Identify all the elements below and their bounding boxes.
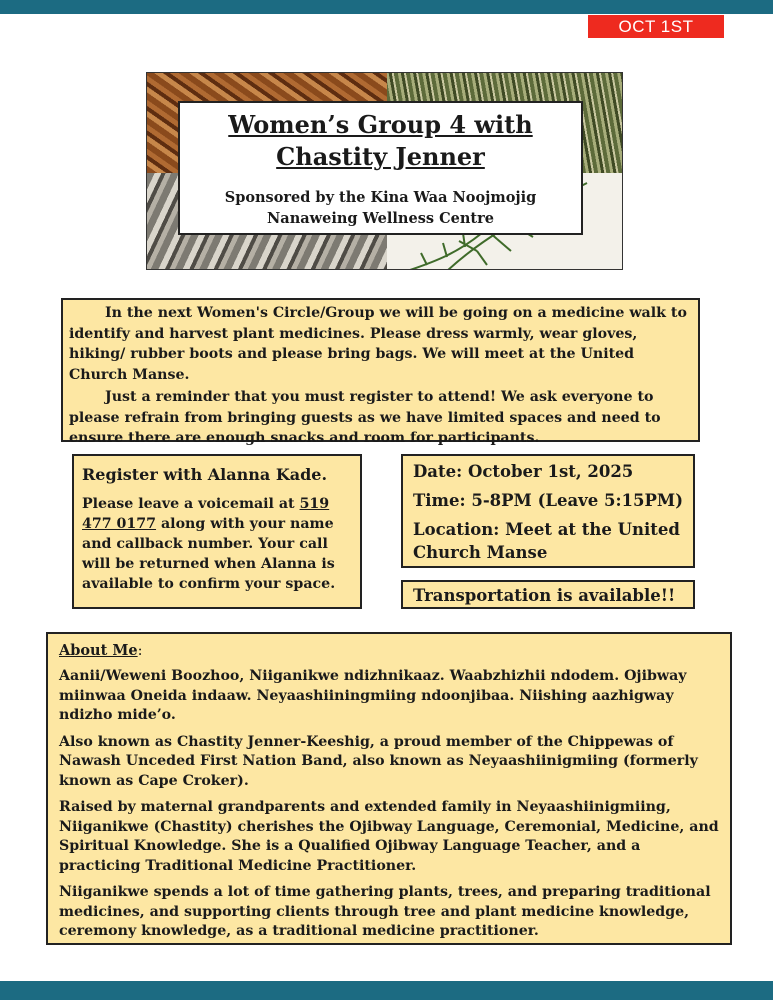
register-text-after: along with your name and callback number. Your call will be returned when Alanna is available to confirm your space. <box>82 516 336 592</box>
register-text <box>82 494 352 594</box>
date-badge: OCT 1ST <box>588 15 724 38</box>
event-details-box <box>401 454 695 568</box>
phone-number-link[interactable]: 519 477 0177 <box>82 496 330 532</box>
title-line-1: Women’s Group 4 with <box>228 110 533 139</box>
intro-box <box>61 298 700 446</box>
transportation-box <box>401 580 695 609</box>
page-title <box>180 109 581 173</box>
register-heading: Register with Alanna Kade. <box>82 465 328 484</box>
register-box <box>72 454 362 609</box>
sponsor-line-1: Sponsored by the Kina Waa Noojmojig <box>224 189 537 206</box>
sponsor-line <box>180 187 581 229</box>
event-date: Date: October 1st, 2025 <box>413 462 634 481</box>
about-paragraph-2: Also known as Chastity Jenner-Keeshig, a proud member of the Chippewas of Nawash Unceded First Nation Band, also known as Neyaashiinigmiing (formerly known as Cape Croker). <box>59 733 698 789</box>
about-heading: About Me <box>59 642 138 659</box>
about-heading-colon: : <box>137 643 143 659</box>
sponsor-line-2: Nanaweing Wellness Centre <box>267 210 494 227</box>
about-me-box <box>46 632 732 945</box>
register-text-before: Please leave a voicemail at <box>82 496 300 512</box>
about-paragraph-1: Aanii/Weweni Boozhoo, Niiganikwe ndizhnikaaz. Waabzhizhii ndodem. Ojibway miinwaa Oneida indaaw. Neyaashiiningmiing ndoonjibaa. Niishing aazhigway ndizho mide’o. <box>59 668 687 723</box>
title-card <box>178 101 583 235</box>
title-line-2: Chastity Jenner <box>276 142 485 171</box>
about-paragraph-4: Niiganikwe spends a lot of time gathering plants, trees, and preparing traditional medicines, and supporting clients through tree and plant medicine knowledge, ceremony knowledge, as a traditional medicine practitioner. <box>59 884 711 939</box>
top-color-bar <box>0 0 773 14</box>
transportation-text: Transportation is available!! <box>413 586 676 605</box>
intro-paragraph-2: Just a reminder that you must register to attend! We ask everyone to please refrain from bringing guests as we have limited spaces and need to ensure there are enough snacks and room for participants. <box>69 389 661 446</box>
about-heading-line <box>59 641 719 661</box>
intro-paragraph-1: In the next Women's Circle/Group we will be going on a medicine walk to identify and harvest plant medicines. Please dress warmly, wear gloves, hiking/ rubber boots and please bring bags. We will meet at the United Church Manse. <box>69 305 687 383</box>
bottom-color-bar <box>0 981 773 1000</box>
event-location: Location: Meet at the United Church Manse <box>413 520 680 562</box>
about-paragraph-3: Raised by maternal grandparents and extended family in Neyaashiinigmiing, Niiganikwe (Chastity) cherishes the Ojibway Language, Ceremonial, Medicine, and Spiritual Knowledge. She is a Qualified Ojibway Language Teacher, and a practicing Traditional Medicine Practitioner. <box>59 799 719 874</box>
event-time: Time: 5-8PM (Leave 5:15PM) <box>413 491 684 510</box>
